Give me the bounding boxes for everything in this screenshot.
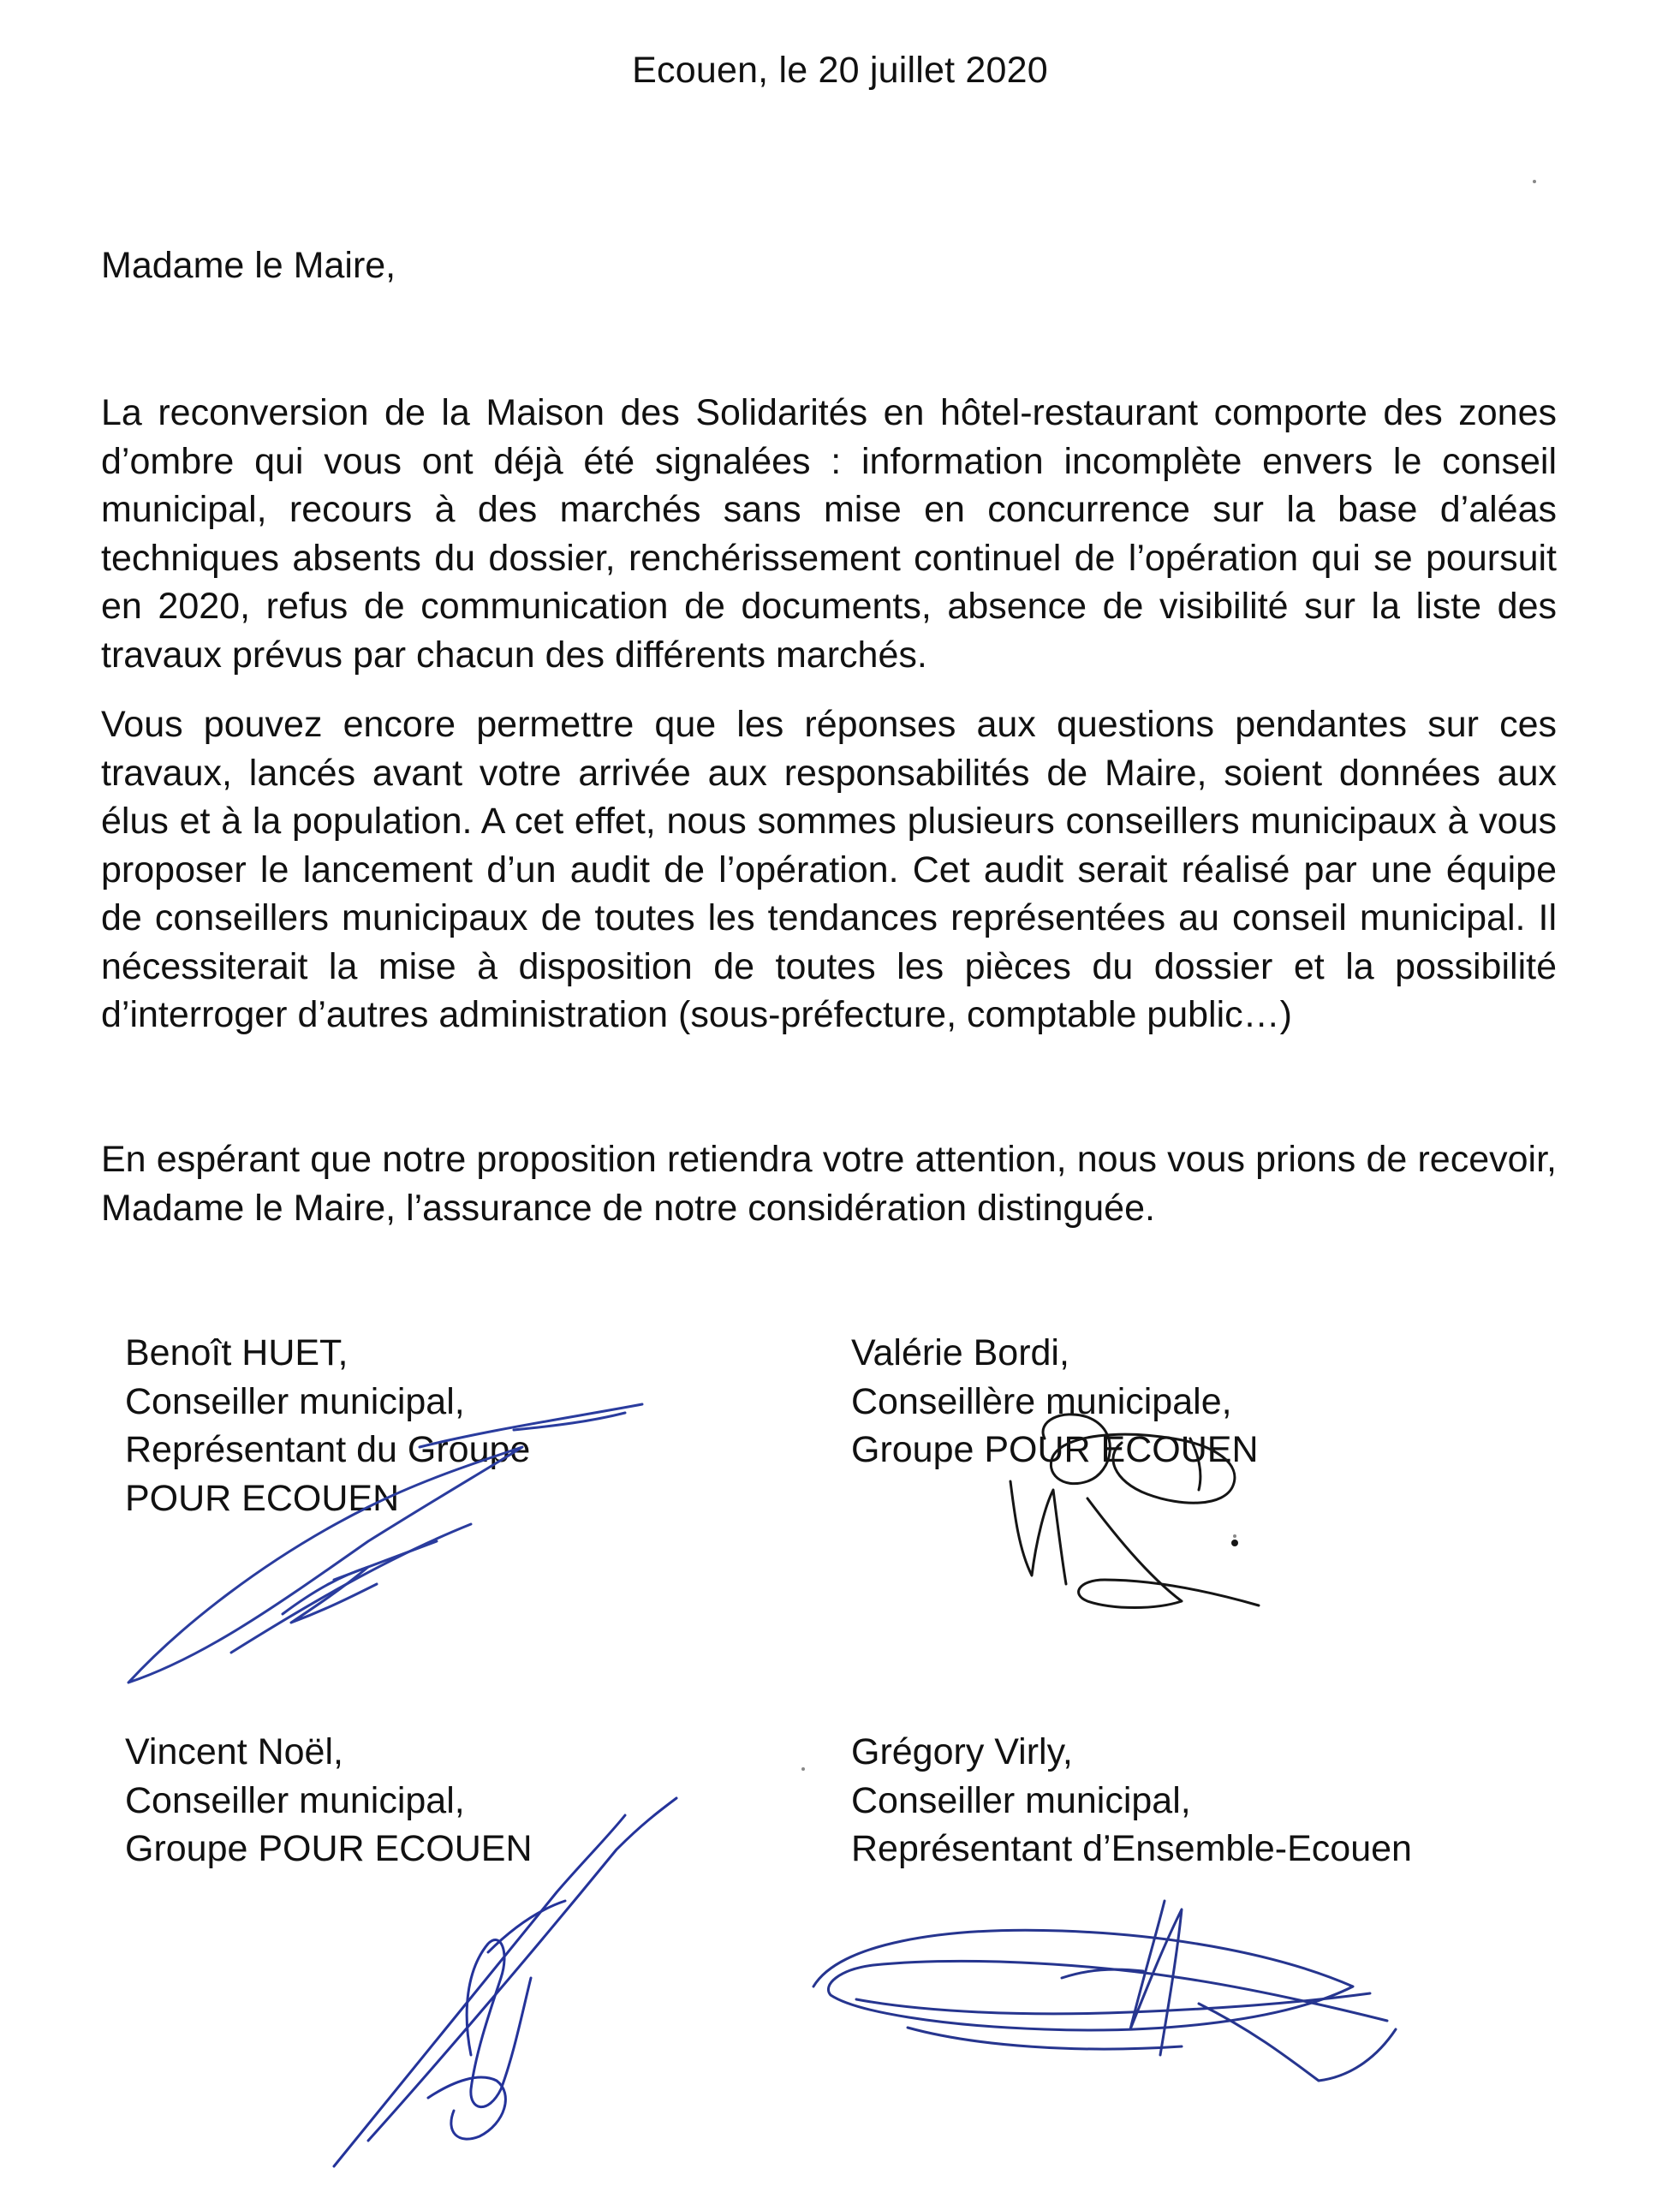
scan-speck <box>1233 1534 1236 1538</box>
signature-virly <box>805 1884 1421 2089</box>
scan-speck <box>1533 180 1536 183</box>
paragraph-closing: En espérant que notre proposition retiendra votre attention, nous vous prions de recevoir, Madame le Maire, l’assurance de notre considération distinguée. <box>101 1139 1557 1229</box>
signatory-group: Groupe POUR ECOUEN <box>125 1828 533 1869</box>
signature-huet <box>111 1404 676 1695</box>
signatory-name: Benoît HUET, <box>125 1332 349 1373</box>
signatory-role: Conseiller municipal, <box>851 1779 1191 1821</box>
signatory-name: Valérie Bordi, <box>851 1332 1069 1373</box>
scan-speck <box>801 1767 805 1771</box>
signatory-role: Conseiller municipal, <box>125 1380 465 1422</box>
paragraph-audit-proposal: Vous pouvez encore permettre que les réponses aux questions pendantes sur ces travaux, lancés avant votre arrivée aux responsabilités de Maire, soient données aux élus et à la population. A cet effet, nous sommes plusieurs conseillers municipaux à vous proposer le lancement d’un audit de l’opération. Cet audit serait réalisé par une équipe de conseillers municipaux de toutes les tendances représentées au conseil municipal. Il nécessiterait la mise à disposition de toutes les pièces du dossier et la possibilité d’interroger d’autres administration (sous-préfecture, comptable public…) <box>101 704 1557 1035</box>
paragraph-issues: La reconversion de la Maison des Solidarités en hôtel-restaurant comporte des zones d’ombre qui vous ont déjà été signalées : information incomplète envers le conseil municipal, recours à des marchés sans mise en concurrence sur la base d’aléas techniques absents du dossier, renchérissement continuel de l’opération qui se poursuit en 2020, refus de communication de documents, absence de visibilité sur la liste des travaux prévus par chacun des différents marchés. <box>101 392 1557 676</box>
signatory-role: Conseiller municipal, <box>125 1779 465 1821</box>
date-line: Ecouen, le 20 juillet 2020 <box>632 50 1048 91</box>
salutation: Madame le Maire, <box>101 245 396 286</box>
signatory-group: Groupe POUR ECOUEN <box>851 1429 1259 1470</box>
signatory-role: Conseillère municipale, <box>851 1380 1232 1422</box>
signatory-name: Vincent Noël, <box>125 1731 343 1772</box>
signatory-group: POUR ECOUEN <box>125 1477 400 1519</box>
signatory-block-virly <box>851 1728 1412 1873</box>
signatory-name: Grégory Virly, <box>851 1731 1073 1772</box>
signature-bordi <box>985 1404 1310 1644</box>
signatory-role: Représentant du Groupe <box>125 1429 531 1470</box>
signature-noel <box>317 1798 694 2175</box>
signatory-group: Représentant d’Ensemble-Ecouen <box>851 1828 1412 1869</box>
